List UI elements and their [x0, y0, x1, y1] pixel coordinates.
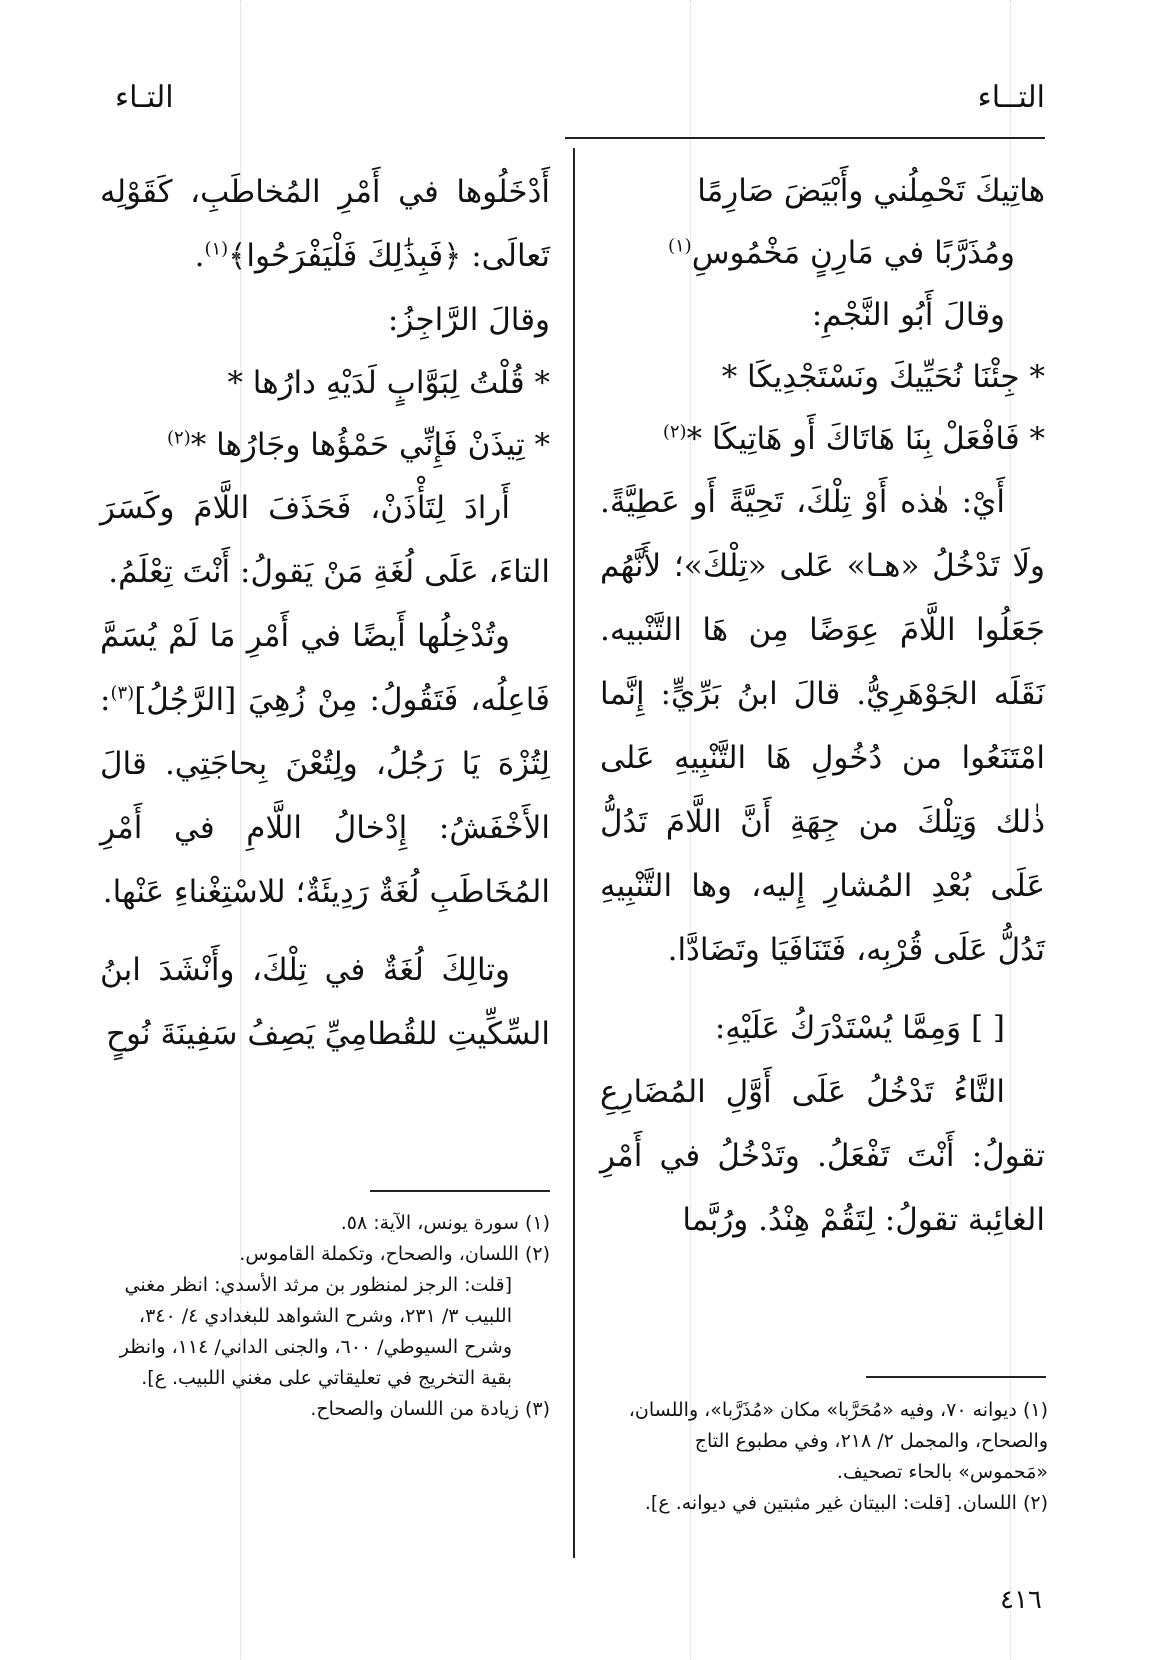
verse-line: * جِئْنَا نُحَيِّيكَ ونَسْتَجْدِيكَا * [721, 359, 1045, 395]
footnote-marker: (٢) [662, 421, 687, 443]
paragraph: أَرادَ لِتَأْذَنْ، فَحَذَفَ اللَّامَ وكَسَرَ التاءَ، عَلَى لُغَةِ مَنْ يَقولُ: أَنْتَ تِعْلَمُ. [100, 490, 550, 590]
running-head-left: التـاء [115, 80, 174, 115]
footnote-rule [866, 1376, 1046, 1378]
paragraph: التَّاءُ تَدْخُلُ عَلَى أَوَّلِ المُضَارِعِ تقولُ: أَنْتَ تَفْعَلُ. وتَدْخُلُ في أَمْرِ الغائِبة تقولُ: لِتَقُمْ هِنْدُ. ورُبَّما [600, 1074, 1045, 1238]
paragraph: وتُدْخِلُها أَيضًا في أَمْرِ مَا لَمْ يُسَمَّ فَاعِلُه، فَتَقُولُ: مِنْ زُهِيَ [الرَّجُلُ]$^{(٣)}$: لِتُزْهَ يَا رَجُلُ، ولِتُعْنَ بِحاجَتِي. قالَ الأَخْفَشُ: إِدْخالُ اللَّامِ في أَمْرِ المُخَاطَبِ لُغَةٌ رَدِيئَةٌ؛ للاسْتِغْناءِ عَنْها. [100, 618, 550, 910]
column-divider [573, 148, 575, 1558]
text-line: وقالَ الرَّاجِزُ: [387, 302, 550, 338]
footnote-marker: (٣) [110, 682, 135, 704]
running-head-right: التــاء [977, 80, 1045, 115]
footnote-continuation: [قلت: الرجز لمنظور بن مرثد الأسدي: انظر مغني اللبيب ٣/ ٢٣١، وشرح الشواهد للبغدادي ٤/ ٣٤٠، وشرح السيوطي/ ٦٠٠، والجنى الداني/ ١١٤، وانظر بقية التخريج في تعليقاتي على مغني اللبيب. ع]. [119, 1274, 512, 1389]
footnotes-right [600, 1395, 1048, 1519]
footnote: (١) سورة يونس، الآية: ٥٨. [340, 1212, 550, 1234]
footnote-marker: (١) [204, 238, 229, 260]
footnote-marker: (٢) [167, 427, 191, 449]
footnote: (٢) اللسان. [قلت: البيتان غير مثبتين في ديوانه. ع]. [644, 1492, 1048, 1514]
header-rule [565, 137, 1045, 139]
footnotes-left [100, 1208, 550, 1425]
verse-line: * قُلْتُ لِبَوَّابٍ لَدَيْهِ دارُها * [227, 365, 550, 401]
footnote: (٢) اللسان، والصحاح، وتكملة القاموس. [239, 1243, 550, 1265]
verse-line: * فَافْعَلْ بِنَا هَاتَاكَ أَو هَاتِيكَا *$^{(٢)}$ [662, 421, 1045, 457]
text-line: وقالَ أَبُو النَّجْمِ: [811, 297, 1005, 333]
footnote: (١) ديوانه ٧٠، وفيه «مُحَرَّبا» مكان «مُذَرَّبا»، واللسان، والصحاح، والمجمل ٢/ ٢١٨، وفي مطبوع التاج «مَحموس» بالحاء تصحيف. [628, 1399, 1048, 1483]
paragraph: أَدْخَلُوها في أَمْرِ المُخاطَبِ، كَقَوْلِه تَعالَى: ﴿فَبِذَٰلِكَ فَلْيَفْرَحُوا﴾$^{(١)}$. [100, 174, 550, 274]
page-number: ٤١٦ [1000, 1585, 1042, 1615]
verse-line: * تِيذَنْ فَإِنِّي حَمْؤُها وجَارُها *$^{(٢)}$ [167, 427, 550, 463]
subheading: [ ] وَمِمَّا يُسْتَدْرَكُ عَلَيْهِ: [714, 1010, 1005, 1046]
left-column [100, 160, 550, 1066]
footnote-rule [370, 1190, 550, 1192]
right-column [600, 160, 1045, 1252]
paragraph: أَيْ: هٰذه أَوْ تِلْكَ، تَحِيَّةً أَو عَطِيَّةً. ولَا تَدْخُلُ «هـا» عَلى «تِلْكَ»؛ لأَنَّهُم جَعَلُوا اللَّامَ عِوَضًا مِن هَا التَّنْبيه. نَقَلَه الجَوْهَرِيُّ. قالَ ابنُ بَرِّيٍّ: إِنَّما امْتَنَعُوا من دُخُولِ هَا التَّنْبِيهِ عَلى ذٰلك وَتِلْكَ من جِهَةِ أَنَّ اللَّامَ تَدُلُّ عَلَى بُعْدِ المُشارِ إِليه، وها التَّنْبِيهِ تَدُلُّ عَلَى قُرْبِه، فَتَنَافَيَا وتَضَادَّا. [600, 484, 1045, 968]
verse-line: هاتِيكَ تَحْمِلُني وأَبْيَضَ صَارِمًا [697, 173, 1045, 209]
verse-line: ومُذَرَّبًا في مَارِنٍ مَخْمُوسِ$^{(١)}$ [667, 235, 1015, 271]
footnote-marker: (١) [667, 235, 692, 257]
footnote: (٣) زيادة من اللسان والصحاح. [310, 1398, 550, 1420]
paragraph: وتالِكَ لُغَةٌ في تِلْكَ، وأَنْشَدَ ابنُ السِّكِّيتِ للقُطامِيِّ يَصِفُ سَفِينَةَ نُوحٍ [100, 952, 550, 1052]
